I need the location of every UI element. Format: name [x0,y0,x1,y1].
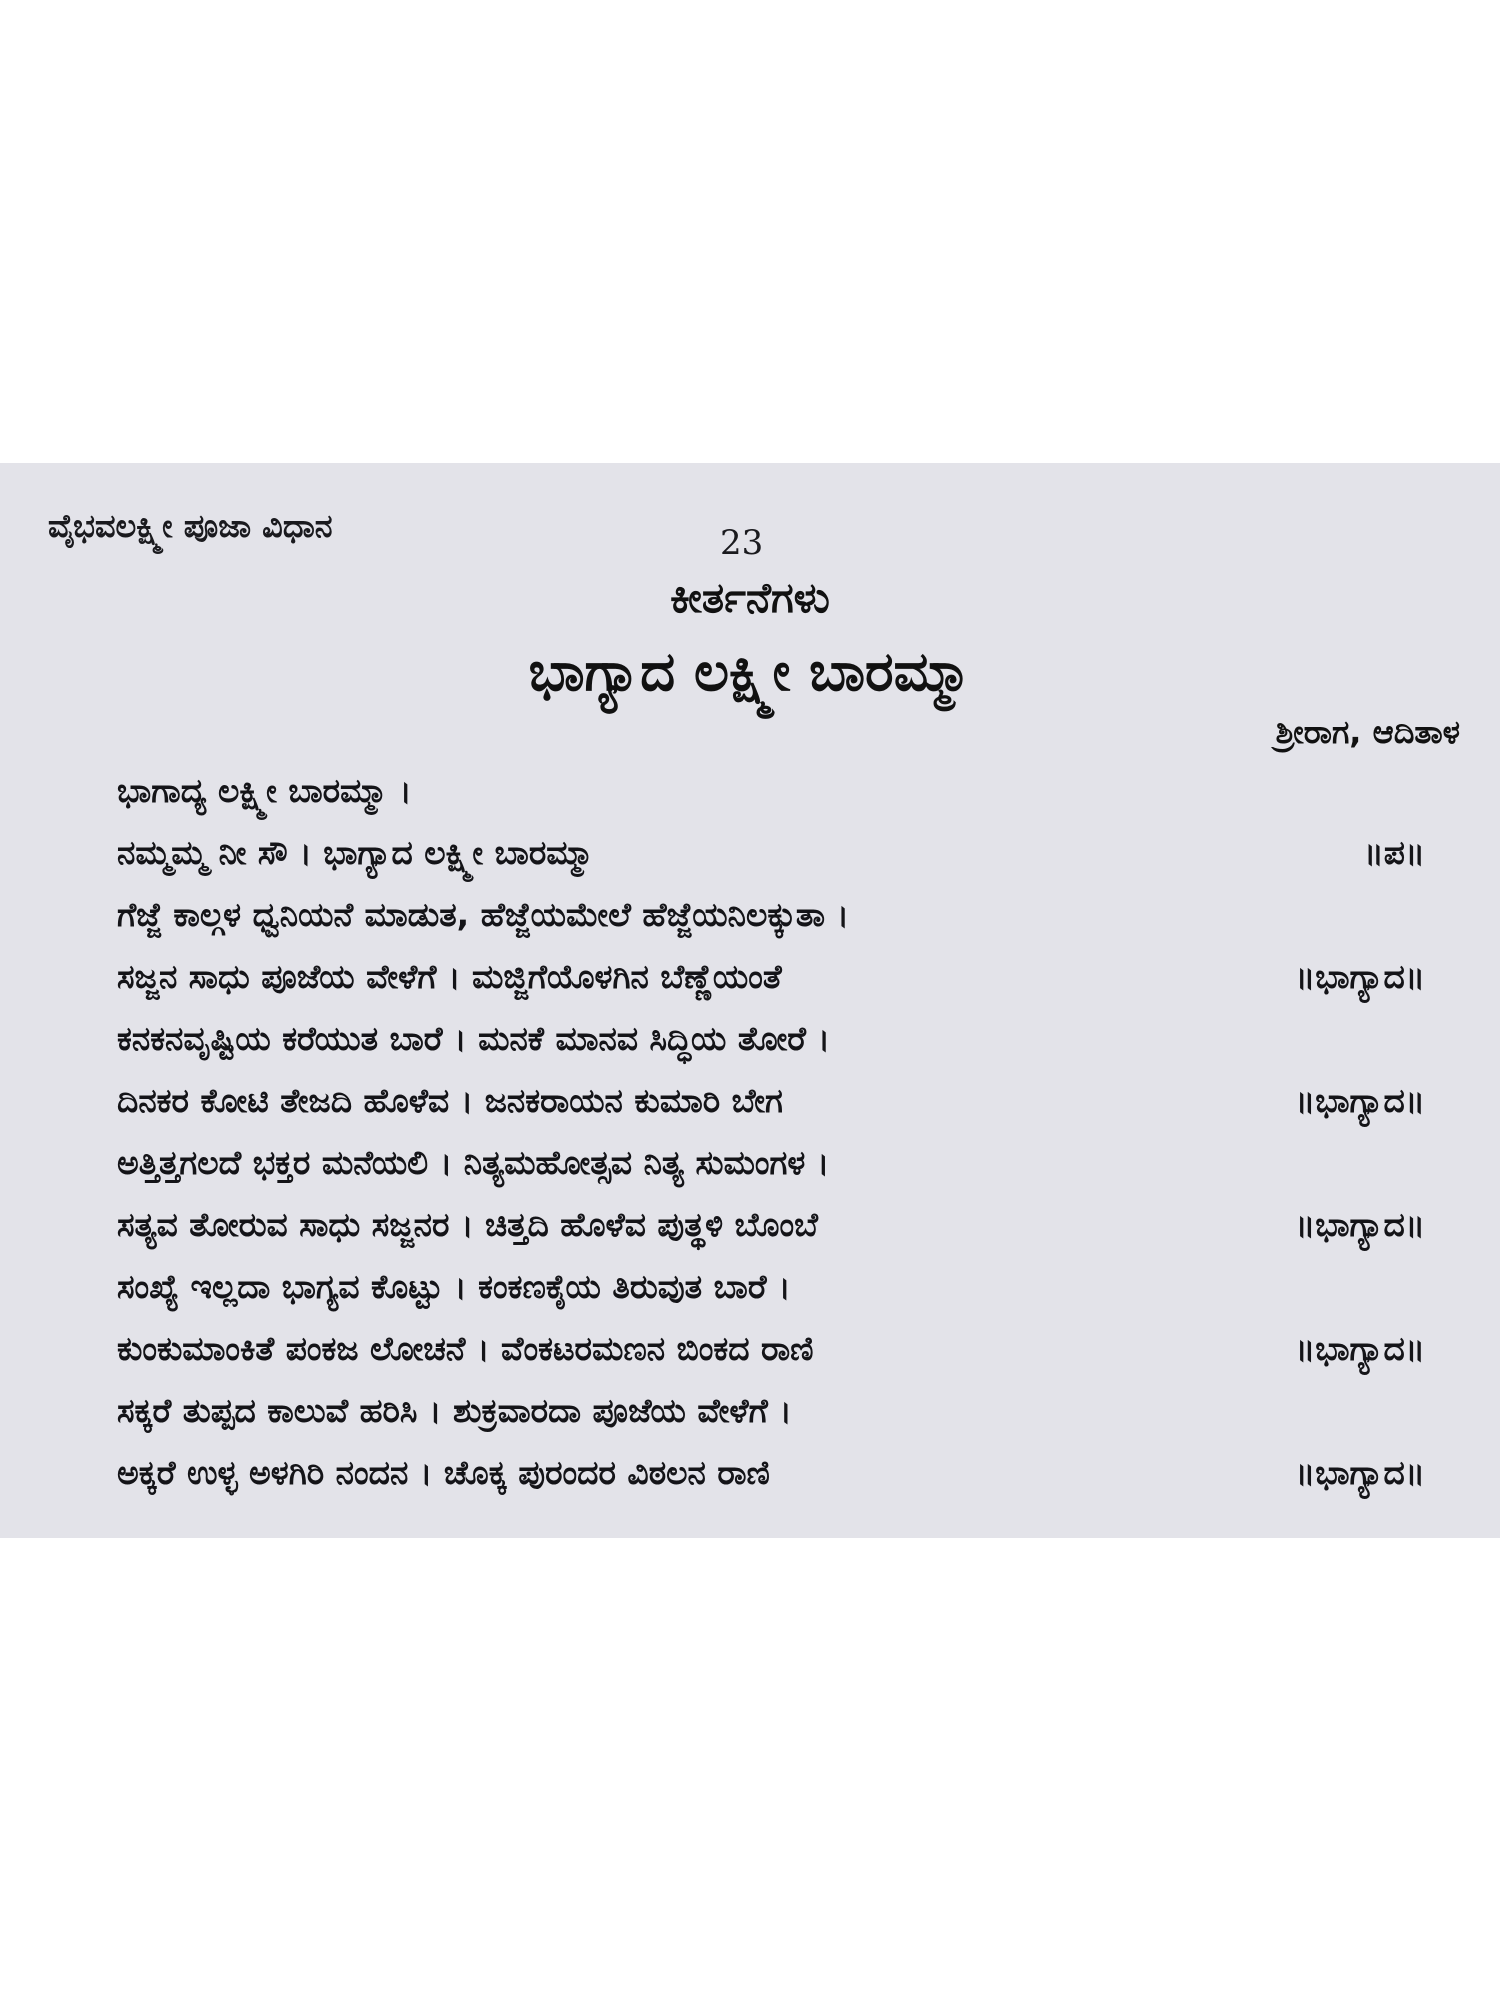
verse-text: ಸಂಖ್ಯೆ ಇಲ್ಲದಾ ಭಾಗ್ಯವ ಕೊಟ್ಟು । ಕಂಕಣಕೈಯ ತಿರುವುತ ಬಾರೆ । [117,1267,791,1306]
verse-line [117,1019,1457,1069]
verse-refrain: ॥ಭಾಗ್ಯಾದ॥ [1295,1205,1425,1244]
running-title: ವೈಭವಲಕ್ಷ್ಮೀ ಪೂಜಾ ವಿಧಾನ [48,507,333,545]
verse-line [117,1391,1457,1441]
verse-line [117,895,1457,945]
verse-line [117,1081,1457,1131]
verse-text: ಸತ್ಯವ ತೋರುವ ಸಾಧು ಸಜ್ಜನರ । ಚಿತ್ತದಿ ಹೊಳೆವ ಪುತ್ಥಳಿ ಬೊಂಬೆ [117,1205,818,1244]
verse-line [117,833,1457,883]
verse-text: ಅಕ್ಕರೆ ಉಳ್ಳ ಅಳಗಿರಿ ನಂದನ । ಚೊಕ್ಕ ಪುರಂದರ ವಿಠಲನ ರಾಣಿ [117,1453,770,1492]
verse-text: ಕನಕನವೃಷ್ಟಿಯ ಕರೆಯುತ ಬಾರೆ । ಮನಕೆ ಮಾನವ ಸಿದ್ಧಿಯ ತೋರೆ । [117,1019,831,1058]
verse-text: ಸಕ್ಕರೆ ತುಪ್ಪದ ಕಾಲುವೆ ಹರಿಸಿ । ಶುಕ್ರವಾರದಾ ಪೂಜೆಯ ವೇಳೆಗೆ । [117,1391,792,1430]
page-number: 23 [720,523,764,563]
verse-refrain: ॥ಭಾಗ್ಯಾದ॥ [1295,957,1425,996]
section-heading: ಕೀರ್ತನೆಗಳು [670,573,830,622]
verse-text: ಸಜ್ಜನ ಸಾಧು ಪೂಜೆಯ ವೇಳೆಗೆ । ಮಜ್ಜಿಗೆಯೊಳಗಿನ ಬೆಣ್ಣೆಯಂತೆ [117,957,782,996]
verse-text: ದಿನಕರ ಕೋಟಿ ತೇಜದಿ ಹೊಳೆವ । ಜನಕರಾಯನ ಕುಮಾರಿ ಬೇಗ [117,1081,783,1120]
verse-line [117,957,1457,1007]
verse-text: ಗೆಜ್ಜೆ ಕಾಲ್ಗಳ ಧ್ವನಿಯನೆ ಮಾಡುತ, ಹೆಜ್ಜೆಯಮೇಲೆ ಹೆಜ್ಜೆಯನಿಲಕ್ಕುತಾ । [117,895,850,934]
verse-line [117,1143,1457,1193]
verse-line [117,1453,1457,1503]
verse-refrain: ॥ಭಾಗ್ಯಾದ॥ [1295,1453,1425,1492]
verse-refrain: ॥ಪ॥ [1363,833,1425,872]
scanned-page [0,463,1500,1538]
verse-text: ನಮ್ಮಮ್ಮ ನೀ ಸೌ । ಭಾಗ್ಯಾದ ಲಕ್ಷ್ಮೀ ಬಾರಮ್ಮಾ [117,833,594,872]
verse-line [117,1267,1457,1317]
verse-line [117,1329,1457,1379]
verse-text: ಕುಂಕುಮಾಂಕಿತೆ ಪಂಕಜ ಲೋಚನೆ । ವೆಂಕಟರಮಣನ ಬಿಂಕದ ರಾಣಿ [117,1329,814,1368]
raga-tala-label: ಶ್ರೀರಾಗ, ಆದಿತಾಳ [1275,713,1460,751]
song-title: ಭಾಗ್ಯಾದ ಲಕ್ಷ್ಮೀ ಬಾರಮ್ಮಾ [528,640,972,703]
verse-line [117,1205,1457,1255]
verse-refrain: ॥ಭಾಗ್ಯಾದ॥ [1295,1329,1425,1368]
verse-refrain: ॥ಭಾಗ್ಯಾದ॥ [1295,1081,1425,1120]
verse-text: ಭಾಗಾದ್ಯ ಲಕ್ಷ್ಮೀ ಬಾರಮ್ಮಾ । [117,771,412,810]
verse-line [117,771,1457,821]
verse-text: ಅತ್ತಿತ್ತಗಲದೆ ಭಕ್ತರ ಮನೆಯಲಿ । ನಿತ್ಯಮಹೋತ್ಸವ ನಿತ್ಯ ಸುಮಂಗಳ । [117,1143,830,1182]
